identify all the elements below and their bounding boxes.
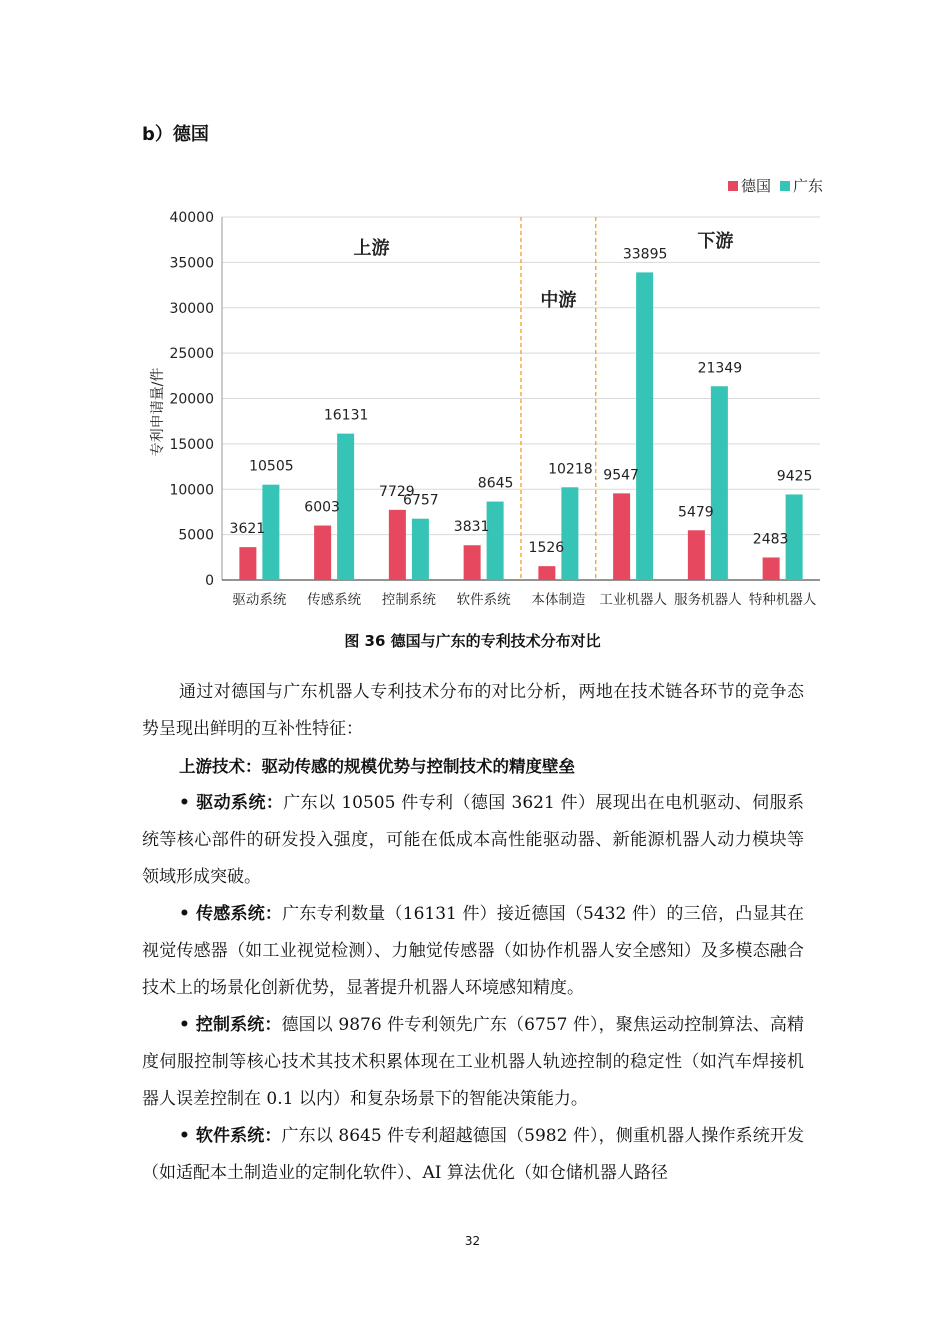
x-tick-label: 特种机器人 [748,592,817,608]
data-label: 8645 [477,475,514,492]
figure-caption: 图 36 德国与广东的专利技术分布对比 [344,632,601,650]
y-tick-label: 5000 [178,527,214,544]
stage-label: 下游 [697,231,734,252]
x-tick-label: 控制系统 [381,592,436,608]
x-tick-label: 传感系统 [307,592,362,608]
data-label: 9425 [776,468,813,485]
x-tick-label: 服务机器人 [674,592,742,608]
data-label: 7729 [379,483,415,500]
data-label: 16131 [323,407,369,424]
legend-swatch [780,181,790,191]
data-label: 10505 [249,458,294,475]
y-tick-label: 10000 [169,482,214,499]
x-tick-label: 驱动系统 [232,592,287,608]
x-tick-label: 工业机器人 [599,592,667,608]
y-tick-label: 20000 [169,391,214,408]
page-number: 32 [464,1234,481,1248]
data-label: 3831 [453,519,490,536]
software-text: 广东以 8645 件专利超越德国（5982 件），侧重机器人操作系统开发（如适配本土制造业的定制化软件）、AI 算法优化（如仓储机器人路径 [142,1126,804,1183]
bar-germany [688,530,705,580]
body-text [142,674,804,1192]
y-tick-label: 0 [205,573,214,589]
sensing-paragraph [142,896,804,1007]
data-label: 6003 [304,499,340,516]
data-label: 3621 [229,521,266,538]
intro-paragraph: 通过对德国与广东机器人专利技术分布的对比分析，两地在技术链各环节的竞争态势呈现出鲜明的互补性特征： [142,682,804,739]
y-tick-label: 40000 [169,210,214,226]
bar-germany [538,566,555,580]
legend-label: 德国 [741,177,772,195]
software-title: • 软件系统： [179,1126,282,1146]
control-paragraph [142,1007,804,1118]
data-label: 33895 [622,246,668,263]
control-title: • 控制系统： [179,1015,282,1035]
bar-germany [239,547,256,580]
bar-guangdong [711,386,728,580]
legend [728,177,823,195]
drive-title: • 驱动系统： [179,793,284,813]
y-axis-ticks [169,210,214,589]
bar-guangdong [636,272,653,580]
data-label: 10218 [548,461,593,478]
software-paragraph [142,1118,804,1192]
bar-germany [763,557,780,580]
y-axis-label: 专利申请量/件 [150,367,166,457]
bar-germany [464,545,481,580]
data-label: 5479 [678,504,714,521]
drive-text: 广东以 10505 件专利（德国 3621 件）展现出在电机驱动、伺服系统等核心部件的研发投入强度，可能在低成本高性能驱动器、新能源机器人动力模块等领域形成突破。 [142,793,804,887]
bar-guangdong [487,502,504,580]
sensing-title: • 传感系统： [179,904,283,924]
data-label: 2483 [752,531,789,548]
y-tick-label: 35000 [169,255,214,272]
bar-guangdong [412,519,429,580]
bar-germany [389,510,406,580]
y-tick-label: 25000 [169,346,214,363]
x-tick-label: 软件系统 [456,592,511,608]
bar-germany [314,526,331,580]
stage-label: 中游 [540,290,577,311]
legend-swatch [728,181,738,191]
y-tick-label: 30000 [169,300,214,317]
drive-paragraph [142,785,804,896]
stage-labels [354,230,734,311]
data-label: 1526 [528,540,565,557]
stage-label: 上游 [353,238,390,259]
data-label: 21349 [697,360,743,377]
patent-distribution-chart [130,168,830,618]
upstream-heading: 上游技术：驱动传感的规模优势与控制技术的精度壁垒 [179,757,575,776]
data-label: 6757 [403,492,439,509]
legend-label: 广东 [793,177,824,195]
control-text: 德国以 9876 件专利领先广东（6757 件），聚焦运动控制算法、高精度伺服控制等核心技术其技术积累体现在工业机器人轨迹控制的稳定性（如汽车焊接机器人误差控制在 0.1 以内）和复杂场景下的智能决策能力。 [142,1015,804,1109]
y-tick-label: 15000 [169,436,214,453]
bar-guangdong [561,487,578,580]
x-tick-label: 本体制造 [531,592,586,608]
sensing-text: 广东专利数量（16131 件）接近德国（5432 件）的三倍，凸显其在视觉传感器（如工业视觉检测）、力触觉传感器（如协作机器人安全感知）及多模态融合技术上的场景化创新优势，显著提升机器人环境感知精度。 [142,904,804,998]
bar-germany [613,493,630,580]
x-axis-ticks [232,591,816,608]
data-label: 9547 [603,467,639,484]
section-heading: b）德国 [142,124,209,145]
